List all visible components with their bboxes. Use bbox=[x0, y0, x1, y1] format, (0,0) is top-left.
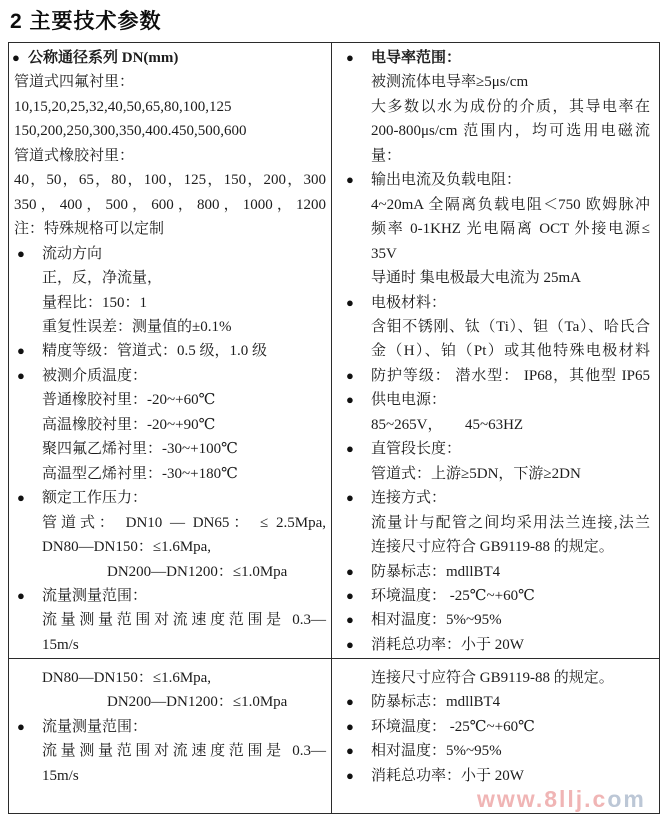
line-text: DN80—DN150：≤1.6Mpa, bbox=[42, 539, 212, 556]
bullet-icon: ● bbox=[346, 612, 354, 628]
text-line bbox=[340, 486, 650, 510]
line-text: 直管段长度： bbox=[371, 441, 462, 458]
line-text: 4~20mA 全隔离负载电阻＜750 欧姆脉冲 bbox=[371, 196, 650, 213]
text-line bbox=[11, 119, 326, 143]
line-text: 大多数以水为成份的介质，其导电率在 bbox=[371, 98, 650, 115]
bullet-icon: ● bbox=[346, 367, 354, 383]
line-text: 含钼不锈刚、钛（Ti）、钽（Ta）、哈氏合 bbox=[371, 318, 650, 335]
line-text: 金（H）、铂（Pt）或其他特殊电极材料 bbox=[371, 343, 650, 360]
text-line bbox=[340, 95, 650, 119]
line-text: 导通时 集电极最大电流为 25mA bbox=[371, 270, 582, 287]
line-text: 额定工作压力： bbox=[42, 490, 148, 507]
line-text: 流量测量范围对流速度范围是 0.3— bbox=[42, 743, 326, 760]
text-line bbox=[11, 315, 326, 339]
bullet-icon: ● bbox=[17, 490, 25, 506]
text-line bbox=[11, 486, 326, 510]
text-line bbox=[340, 437, 650, 461]
line-text: 供电电源： bbox=[371, 392, 447, 409]
table-cell-row2-left bbox=[9, 659, 332, 813]
text-line bbox=[11, 739, 326, 763]
line-text: 聚四氟乙烯衬里：-30~+100℃ bbox=[42, 441, 238, 458]
text-line bbox=[340, 242, 650, 266]
text-line bbox=[340, 739, 650, 763]
text-line bbox=[11, 266, 326, 290]
bullet-icon: ● bbox=[17, 245, 25, 261]
text-line bbox=[340, 690, 650, 714]
text-line bbox=[340, 633, 650, 657]
bullet-icon: ● bbox=[346, 441, 354, 457]
text-line bbox=[340, 266, 650, 290]
text-line bbox=[340, 315, 650, 339]
text-line bbox=[340, 584, 650, 608]
text-line bbox=[11, 388, 326, 412]
text-line bbox=[340, 462, 650, 486]
line-text: 量程比：150：1 bbox=[42, 294, 148, 311]
text-line bbox=[11, 168, 326, 192]
text-line bbox=[11, 560, 326, 584]
bullet-icon: ● bbox=[346, 767, 354, 783]
line-text: 输出电流及负载电阻： bbox=[371, 172, 522, 189]
table-cell-row1-right bbox=[332, 43, 659, 659]
text-line bbox=[340, 217, 650, 241]
line-text: DN200—DN1200：≤1.0Mpa bbox=[107, 694, 288, 711]
watermark bbox=[477, 786, 646, 813]
line-text: 被测介质温度： bbox=[42, 367, 148, 384]
line-text: 流量测量范围： bbox=[42, 587, 148, 604]
line-text: 连接尺寸应符合 GB9119-88 的规定。 bbox=[371, 539, 614, 556]
bullet-icon: ● bbox=[346, 587, 354, 603]
text-line bbox=[340, 70, 650, 94]
bullet-icon: ● bbox=[17, 587, 25, 603]
bullet-icon: ● bbox=[346, 694, 354, 710]
line-text: 35V bbox=[371, 245, 397, 262]
line-text: 防护等级： 潜水型： IP68，其他型 IP65 bbox=[371, 367, 650, 384]
line-text: 连接方式： bbox=[371, 490, 447, 507]
bullet-icon: ● bbox=[346, 392, 354, 408]
line-text: 流量测量范围： bbox=[42, 718, 148, 735]
table-cell-row1-left bbox=[9, 43, 332, 659]
text-line bbox=[11, 764, 326, 788]
page-title: 2 主要技术参数 bbox=[10, 10, 162, 33]
line-text: 相对温度：5%~95% bbox=[371, 612, 502, 629]
text-line bbox=[11, 144, 326, 168]
text-line bbox=[11, 242, 326, 266]
bullet-icon: ● bbox=[346, 636, 354, 652]
text-line bbox=[340, 608, 650, 632]
bullet-icon: ● bbox=[17, 367, 25, 383]
line-text: 高温橡胶衬里：-20~+90℃ bbox=[42, 416, 216, 433]
bullet-icon: ● bbox=[346, 490, 354, 506]
bullet-icon: ● bbox=[346, 563, 354, 579]
line-text: 高温型乙烯衬里：-30~+180℃ bbox=[42, 465, 238, 482]
line-text: 消耗总功率：小于 20W bbox=[371, 636, 524, 653]
line-text: 重复性误差：测量值的±0.1% bbox=[42, 318, 232, 335]
text-line bbox=[11, 413, 326, 437]
line-text: 350，400，500，600，800，1000，1200 bbox=[14, 196, 326, 213]
text-line bbox=[340, 413, 650, 437]
text-line bbox=[340, 715, 650, 739]
line-text: 85~265V， 45~63HZ bbox=[371, 416, 524, 433]
line-text: DN200—DN1200：≤1.0Mpa bbox=[107, 563, 288, 580]
text-line bbox=[11, 217, 326, 241]
bullet-icon: ● bbox=[17, 718, 25, 734]
line-text: 电极材料： bbox=[371, 294, 447, 311]
text-line bbox=[340, 511, 650, 535]
text-line bbox=[340, 339, 650, 363]
text-line bbox=[340, 388, 650, 412]
text-line bbox=[11, 70, 326, 94]
line-text: 消耗总功率：小于 20W bbox=[371, 767, 524, 784]
line-text: 防暴标志：mdllBT4 bbox=[371, 563, 501, 580]
text-line bbox=[11, 666, 326, 690]
line-text: 管道式四氟衬里： bbox=[14, 74, 135, 91]
line-text: 公称通径系列 DN(mm) bbox=[28, 50, 179, 66]
text-line bbox=[340, 46, 650, 70]
line-text: 15m/s bbox=[42, 767, 79, 784]
line-text: 150,200,250,300,350,400.450,500,600 bbox=[14, 123, 247, 140]
text-line bbox=[11, 608, 326, 632]
bullet-icon: ● bbox=[346, 172, 354, 188]
line-text: 200-800μs/cm 范围内，均可选用电磁流 bbox=[371, 123, 650, 140]
spec-table bbox=[8, 42, 660, 814]
line-text: 防暴标志：mdllBT4 bbox=[371, 694, 501, 711]
text-line bbox=[11, 364, 326, 388]
line-text: 频率 0-1KHZ 光电隔离 OCT 外接电源≤ bbox=[371, 221, 650, 238]
line-text: 流量计与配管之间均采用法兰连接,法兰 bbox=[371, 514, 650, 531]
text-line bbox=[340, 364, 650, 388]
text-line bbox=[11, 437, 326, 461]
line-text: 环境温度： -25℃~+60℃ bbox=[371, 718, 535, 735]
text-line bbox=[340, 560, 650, 584]
text-line bbox=[340, 666, 650, 690]
text-line bbox=[11, 193, 326, 217]
line-text: 40，50，65，80，100，125，150，200，300 bbox=[14, 172, 326, 189]
bullet-icon: ● bbox=[346, 50, 354, 65]
text-line bbox=[11, 511, 326, 535]
line-text: 环境温度： -25℃~+60℃ bbox=[371, 587, 535, 604]
line-text: 连接尺寸应符合 GB9119-88 的规定。 bbox=[371, 670, 614, 686]
line-text: 注：特殊规格可以定制 bbox=[14, 221, 165, 238]
text-line bbox=[340, 764, 650, 788]
line-text: 相对温度：5%~95% bbox=[371, 743, 502, 760]
line-text: 10,15,20,25,32,40,50,65,80,100,125 bbox=[14, 98, 232, 115]
line-text: 流动方向 bbox=[42, 245, 103, 262]
line-text: 被测流体电导率≥5μs/cm bbox=[371, 74, 529, 91]
bullet-icon: ● bbox=[346, 743, 354, 759]
text-line bbox=[11, 46, 326, 70]
text-line bbox=[340, 291, 650, 315]
text-line bbox=[11, 291, 326, 315]
bullet-icon: ● bbox=[12, 50, 20, 65]
text-line bbox=[11, 715, 326, 739]
bullet-icon: ● bbox=[346, 294, 354, 310]
line-text: 管道式： DN10 — DN65： ≤ 2.5Mpa, bbox=[42, 514, 326, 531]
bullet-icon: ● bbox=[17, 343, 25, 359]
line-text: 流量测量范围对流速度范围是 0.3— bbox=[42, 612, 326, 629]
text-line bbox=[11, 690, 326, 714]
text-line bbox=[340, 168, 650, 192]
line-text: 管道式：上游≥5DN，下游≥2DN bbox=[371, 465, 581, 482]
line-text: DN80—DN150：≤1.6Mpa, bbox=[42, 670, 212, 686]
watermark-text-tail: om bbox=[607, 786, 646, 812]
watermark-text-main: www.8llj.c bbox=[477, 786, 608, 812]
text-line bbox=[11, 462, 326, 486]
text-line bbox=[11, 535, 326, 559]
text-line bbox=[340, 144, 650, 168]
text-line bbox=[340, 119, 650, 143]
line-text: 管道式橡胶衬里： bbox=[14, 147, 135, 164]
line-text: 正，反，净流量， bbox=[42, 270, 163, 287]
text-line bbox=[340, 193, 650, 217]
text-line bbox=[11, 584, 326, 608]
line-text: 15m/s bbox=[42, 636, 79, 653]
bullet-icon: ● bbox=[346, 718, 354, 734]
text-line bbox=[11, 95, 326, 119]
text-line bbox=[340, 535, 650, 559]
line-text: 量： bbox=[371, 147, 402, 164]
line-text: 电导率范围： bbox=[371, 50, 462, 66]
text-line bbox=[11, 633, 326, 657]
line-text: 精度等级：管道式：0.5 级，1.0 级 bbox=[42, 343, 268, 360]
line-text: 普通橡胶衬里：-20~+60℃ bbox=[42, 392, 216, 409]
text-line bbox=[11, 339, 326, 363]
